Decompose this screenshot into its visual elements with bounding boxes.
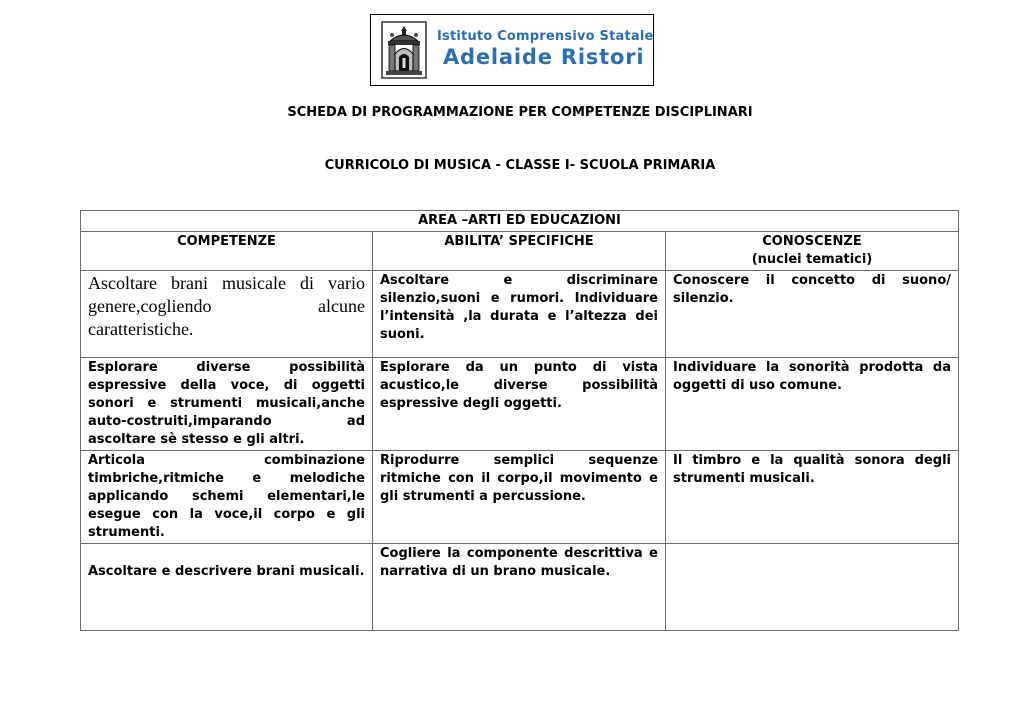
school-logo bbox=[370, 14, 654, 86]
cell-abilita: Ascoltare e discriminare silenzio,suoni e rumori. Individuare l’intensità ,la durata e l’altezza dei suoni. bbox=[373, 271, 666, 358]
cell-abilita: Esplorare da un punto di vista acustico,le diverse possibilità espressive degli oggetti. bbox=[373, 358, 666, 451]
logo-institute-line: Istituto Comprensivo Statale bbox=[437, 29, 654, 44]
table-row bbox=[81, 358, 959, 451]
conoscenze-label: CONOSCENZE bbox=[762, 234, 862, 249]
logo-school-name: Adelaide Ristori bbox=[443, 45, 645, 69]
cell-conoscenze: Il timbro e la qualità sonora degli strumenti musicali. bbox=[666, 451, 959, 544]
cell-competenze bbox=[81, 544, 373, 631]
column-header-abilita: ABILITA’ SPECIFICHE bbox=[373, 232, 666, 271]
cell-conoscenze: Individuare la sonorità prodotta da oggetti di uso comune. bbox=[666, 358, 959, 451]
page-subtitle: CURRICOLO DI MUSICA - CLASSE I- SCUOLA PRIMARIA bbox=[324, 158, 716, 173]
table-row bbox=[81, 544, 959, 631]
cell-abilita: Cogliere la componente descrittiva e narrativa di un brano musicale. bbox=[373, 544, 666, 631]
table-row bbox=[81, 271, 959, 358]
cell-competenze: Ascoltare brani musicale di vario genere,cogliendo alcune caratteristiche. bbox=[81, 271, 373, 358]
table-row bbox=[81, 451, 959, 544]
cell-competenze: Esplorare diverse possibilità espressive della voce, di oggetti sonori e strumenti musicali,anche auto-costruiti,imparando ad ascoltare sè stesso e gli altri. bbox=[81, 358, 373, 451]
area-row bbox=[81, 211, 959, 232]
cell-spacer bbox=[88, 545, 365, 563]
cell-abilita: Riprodurre semplici sequenze ritmiche con il corpo,il movimento e gli strumenti a percussione. bbox=[373, 451, 666, 544]
building-emblem-icon bbox=[381, 21, 427, 79]
conoscenze-sublabel: (nuclei tematici) bbox=[751, 252, 873, 267]
cell-conoscenze bbox=[666, 544, 959, 631]
column-header-conoscenze bbox=[666, 232, 959, 271]
column-header-row bbox=[81, 232, 959, 271]
area-header: AREA –ARTI ED EDUCAZIONI bbox=[81, 211, 959, 232]
cell-competenze-text: Ascoltare e descrivere brani musicali. bbox=[88, 564, 365, 579]
cell-conoscenze: Conoscere il concetto di suono/ silenzio. bbox=[666, 271, 959, 358]
curriculum-table bbox=[80, 210, 959, 631]
page-title: SCHEDA DI PROGRAMMAZIONE PER COMPETENZE DISCIPLINARI bbox=[287, 105, 753, 120]
column-header-competenze: COMPETENZE bbox=[81, 232, 373, 271]
cell-competenze: Articola combinazione timbriche,ritmiche e melodiche applicando schemi elementari,le esegue con la voce,il corpo e gli strumenti. bbox=[81, 451, 373, 544]
